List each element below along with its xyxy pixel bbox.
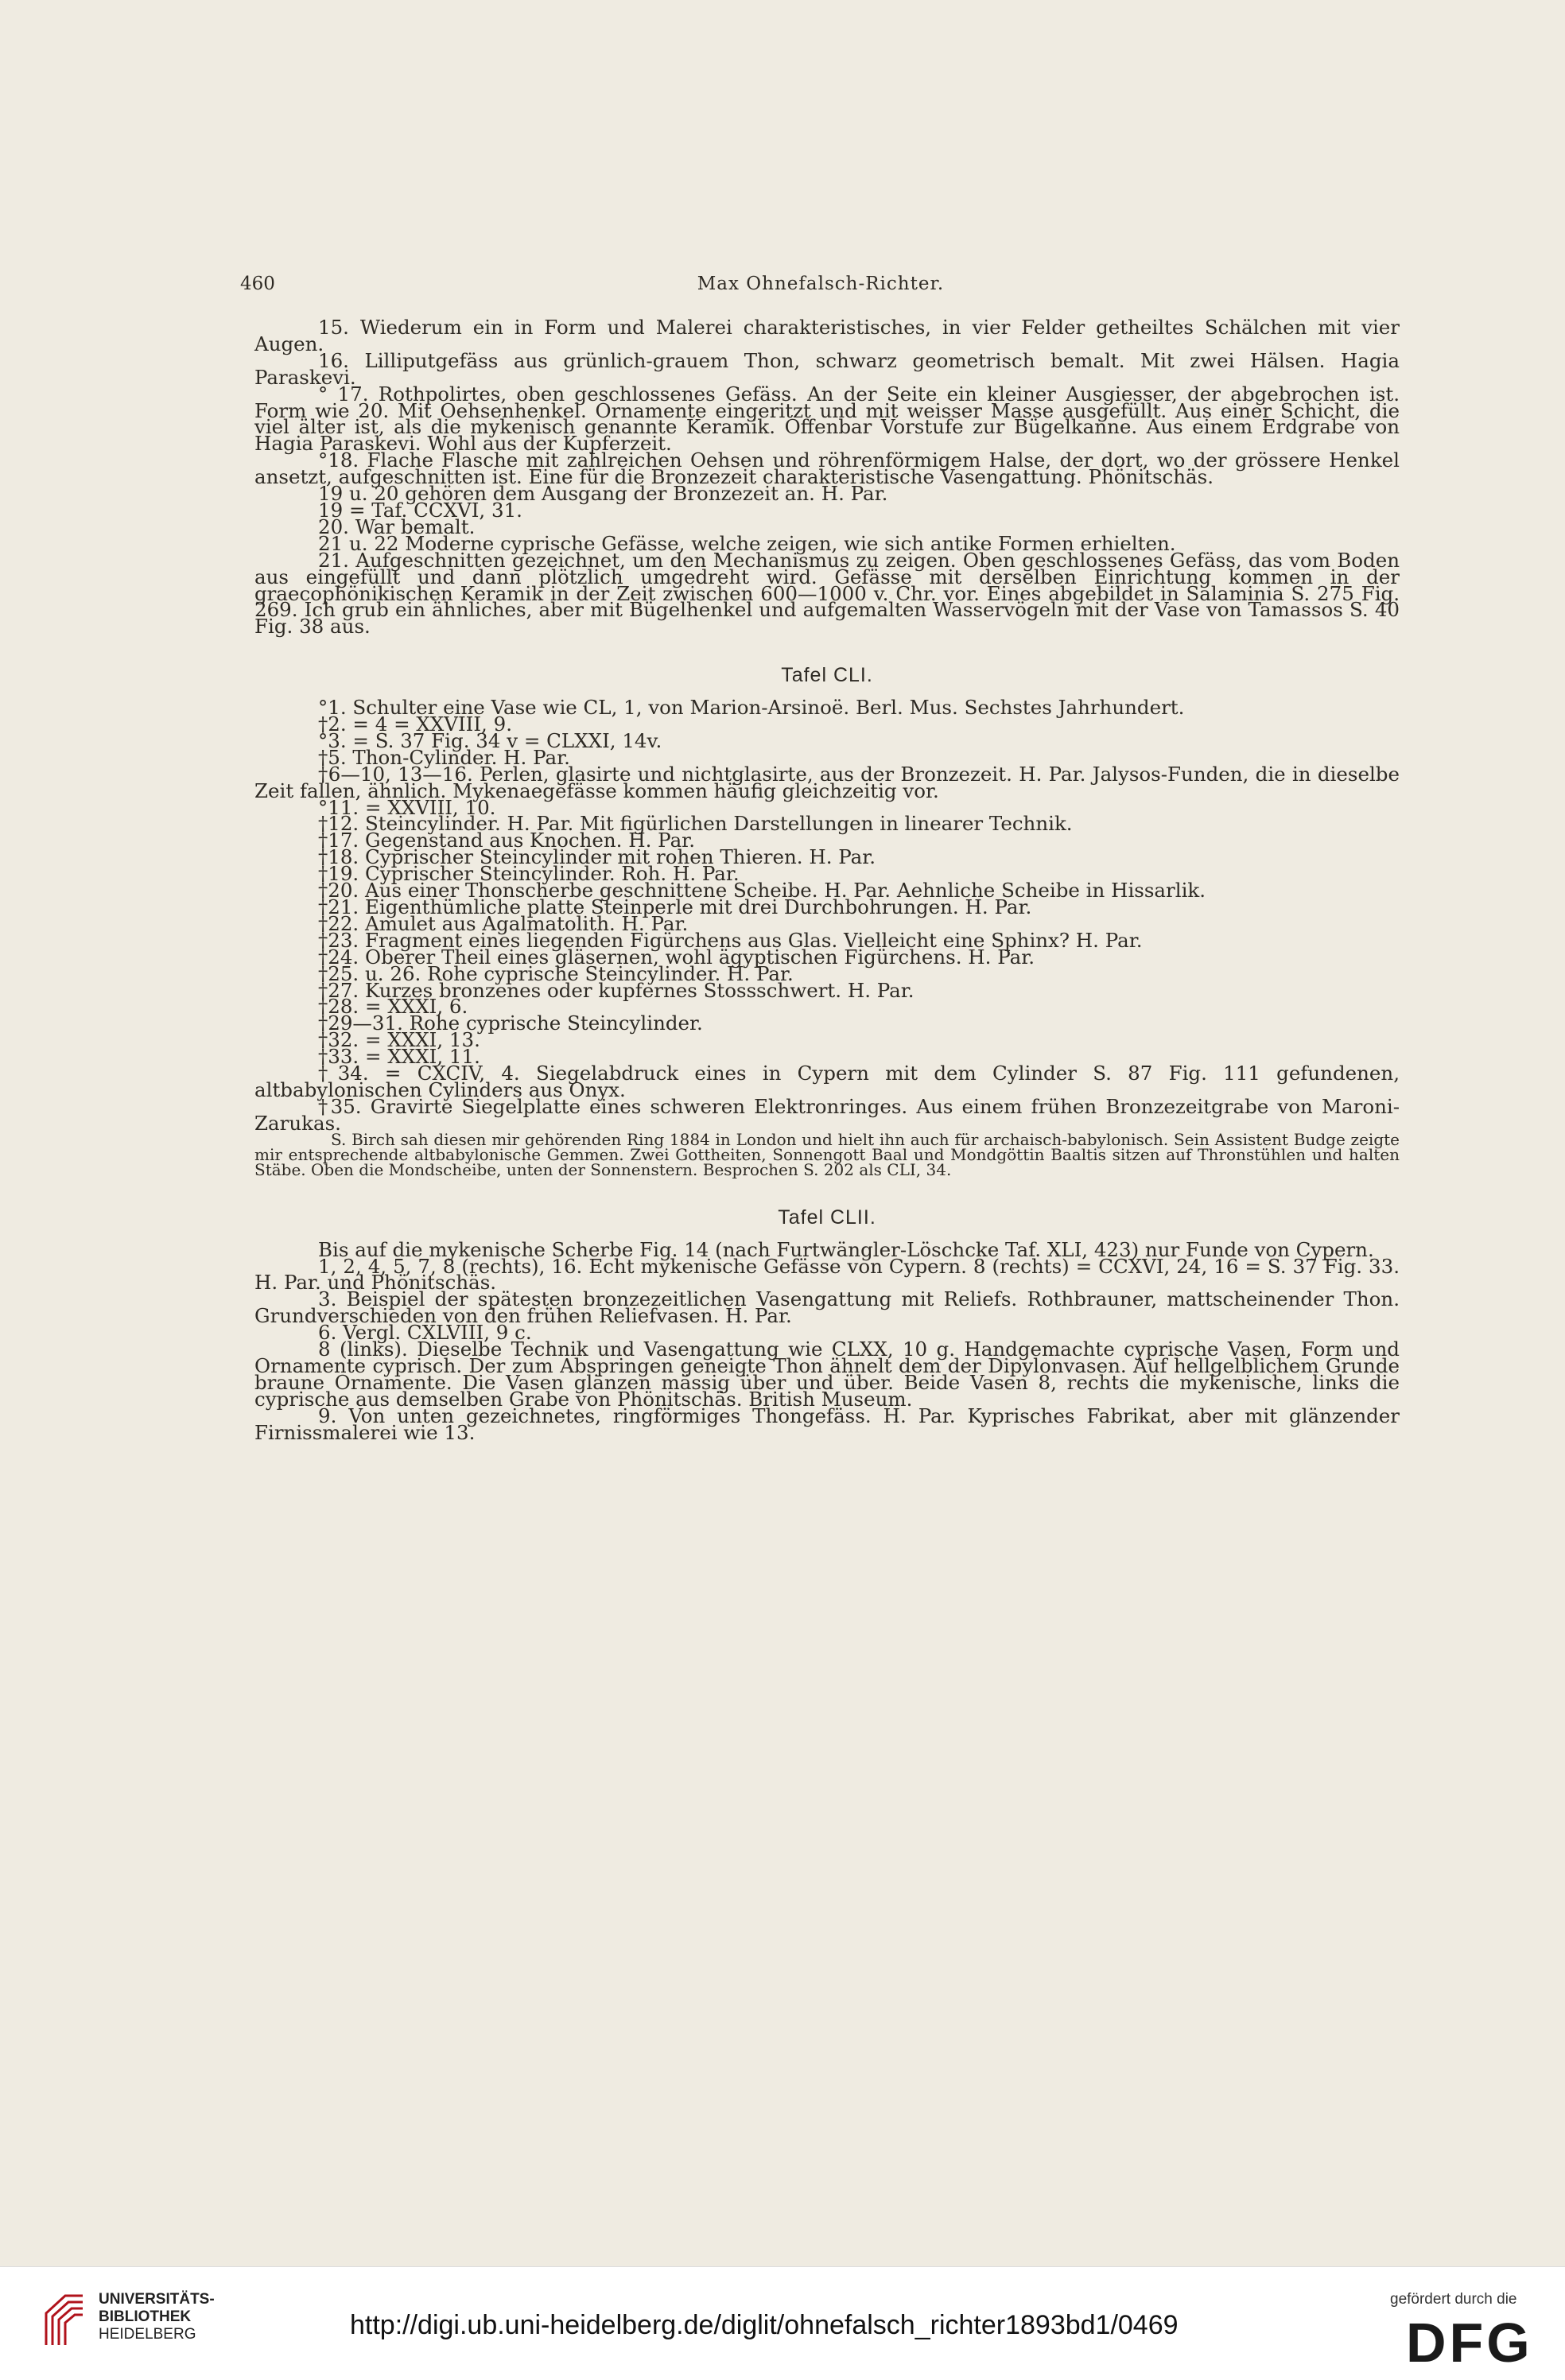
entry: †18. Cyprischer Steincylinder mit rohen Thieren. H. Par. [318,845,876,869]
entry: †29—31. Rohe cyprische Steincylinder. [318,1011,703,1035]
entry: Bis auf die mykenische Scherbe Fig. 14 (nach Furtwängler-Löschcke Taf. XLI, 423) nur Funde von Cypern. [318,1237,1374,1261]
entry: †35. Gravirte Siegelplatte eines schweren Elektronringes. Aus einem frühen Bronzezeitgrabe von Maroni-Zarukas. [254,1094,1400,1135]
university-library-logo-icon [41,2289,87,2353]
entry: °1. Schulter eine Vase wie CL, 1, von Marion-Arsinoë. Berl. Mus. Sechstes Jahrhundert. [318,696,1185,720]
entry: °18. Flache Flasche mit zahlreichen Oehsen und röhrenförmigem Halse, der dort, wo der grössere Henkel ansetzt, aufgeschnitten ist. Eine für die Bronzezeit charakteristische Vasengattung. Phönitschäs. [254,448,1400,489]
library-name: UNIVERSITÄTS- BIBLIOTHEK HEIDELBERG [99,2291,215,2343]
entry: 3. Beispiel der spätesten bronzezeitlichen Vasengattung mit Reliefs. Rothbrauner, mattscheinender Thon. Grundverschieden von den frühen Reliefvasen. H. Par. [254,1287,1400,1328]
tafel-cli-entries [254,696,1400,1179]
tafel-clii-entries [254,1237,1400,1444]
entry: †27. Kurzes bronzenes oder kupfernes Stossschwert. H. Par. [318,978,915,1002]
permalink-url[interactable]: http://digi.ub.uni-heidelberg.de/diglit/ohnefalsch_richter1893bd1/0469 [350,2310,1179,2340]
section-heading: Tafel CLI. [781,664,873,687]
entry: †32. = XXXI, 13. [318,1028,480,1052]
top-entries [254,316,1400,639]
entry: °3. = S. 37 Fig. 34 v = CLXXI, 14v. [318,728,662,752]
digitization-footer [0,2266,1565,2380]
entry: 9. Von unten gezeichnetes, ringförmiges Thongefäss. H. Par. Kyprisches Fabrikat, aber mit glänzender Firnissmalerei wie 13. [254,1404,1400,1444]
page-number: 460 [240,274,275,294]
footnote: S. Birch sah diesen mir gehörenden Ring 1884 in London und hielt ihn auch für archaisch-babylonisch. Sein Assistent Budge zeigte mir entsprechende altbabylonische Gemmen. Zwei Gottheiten, Sonnengott Baal und Mondgöttin Baaltis sitzen auf Thronstühlen und halten Stäbe. Oben die Mondscheibe, unten der Sonnenstern. Besprochen S. 202 als CLI, 34. [254,1129,1400,1179]
entry: †17. Gegenstand aus Knochen. H. Par. [318,829,695,852]
entry: 8 (links). Dieselbe Technik und Vasengattung wie CLXX, 10 g. Handgemachte cyprische Vasen, Form und Ornamente cyprisch. Der zum Abspringen geneigte Thon ähnelt dem der Dipylonvasen. Auf hellgelblichem Grunde braune Ornamente. Die Vasen glänzen mässig über und über. Beide Vasen 8, rechts die mykenische, links die cyprische aus demselben Grabe von Phönitschäs. British Museum. [254,1338,1400,1411]
entry: 1, 2, 4, 5, 7, 8 (rechts), 16. Echt mykenische Gefässe von Cypern. 8 (rechts) = CCXVI, 24, 16 = S. 37 Fig. 33. H. Par. und Phönitschäs. [254,1254,1400,1295]
entry: †25. u. 26. Rohe cyprische Steincylinder. H. Par. [318,961,794,985]
entry: 6. Vergl. CXLVIII, 9 c. [318,1321,532,1345]
entry: †20. Aus einer Thonscherbe geschnittene Scheibe. H. Par. Aehnliche Scheibe in Hissarlik. [318,879,1206,903]
entry: 20. War bemalt. [318,514,476,538]
entry: 16. Lilliputgefäss aus grünlich-grauem Thon, schwarz geometrisch bemalt. Mit zwei Hälsen. Hagia Paraskevi. [254,348,1400,389]
entry: †19. Cyprischer Steincylinder. Roh. H. Par. [318,862,740,886]
section-heading: Tafel CLII. [778,1206,876,1229]
entry: 19 u. 20 gehören dem Ausgang der Bronzezeit an. H. Par. [318,482,888,506]
entry: †34. = CXCIV, 4. Siegelabdruck eines in Cypern mit dem Cylinder S. 87 Fig. 111 gefundenen, altbabylonischen Cylinders aus Onyx. [254,1062,1400,1101]
entry: †6—10, 13—16. Perlen, glasirte und nichtglasirte, aus der Bronzezeit. H. Par. Jalysos-Funden, die in dieselbe Zeit fallen, ähnlich. Mykenaegefässe kommen häufig gleichzeitig vor. [254,762,1400,802]
entry: 21 u. 22 Moderne cyprische Gefässe, welche zeigen, wie sich antike Formen erhielten. [318,531,1176,555]
entry: †12. Steincylinder. H. Par. Mit figürlichen Darstellungen in linearer Technik. [318,812,1073,836]
funding-caption: gefördert durch die [1390,2291,1517,2308]
entry: †28. = XXXI, 6. [318,995,468,1019]
entry: 15. Wiederum ein in Form und Malerei charakteristisches, in vier Felder getheiltes Schälchen mit vier Augen. [254,316,1400,355]
entry: °11. = XXVIII, 10. [318,795,496,819]
entry: †33. = XXXI, 11. [318,1045,480,1069]
running-header [240,274,1401,305]
entry: †22. Amulet aus Agalmatolith. H. Par. [318,911,689,935]
entry: †23. Fragment eines liegenden Figürchens aus Glas. Vielleicht eine Sphinx? H. Par. [318,928,1143,952]
dfg-logo: DFG [1406,2312,1533,2374]
entry: 21. Aufgeschnitten gezeichnet, um den Mechanismus zu zeigen. Oben geschlossenes Gefäss, das vom Boden aus eingefüllt und dann plötzlich umgedreht wird. Gefässe mit derselben Einrichtung kommen in der graecophönikischen Keramik in der Zeit zwischen 600—1000 v. Chr. vor. Eines abgebildet in Salaminia S. 275 Fig. 269. Ich grub ein ähnliches, aber mit Bügelhenkel und aufgemalten Wasservögeln mit der Vase von Tamassos S. 40 Fig. 38 aus. [254,548,1400,639]
entry: 19 = Taf. CCXVI, 31. [318,498,522,522]
entry: †2. = 4 = XXVIII, 9. [318,712,512,736]
entry: †21. Eigenthümliche platte Steinperle mit drei Durchbohrungen. H. Par. [318,895,1032,918]
entry: †5. Thon-Cylinder. H. Par. [318,745,570,769]
running-title: Max Ohnefalsch-Richter. [697,274,945,294]
entry: †24. Oberer Theil eines gläsernen, wohl ägyptischen Figürchens. H. Par. [318,945,1035,969]
page-body [254,316,1400,1444]
entry: ° 17. Rothpolirtes, oben geschlossenes Gefäss. An der Seite ein kleiner Ausgiesser, der abgebrochen ist. Form wie 20. Mit Oehsenhenkel. Ornamente eingeritzt und mit weisser Masse ausgefüllt. Aus einer Schicht, die viel älter ist, als die mykenisch genannte Keramik. Offenbar Vorstufe zur Bügelkanne. Aus einem Erdgrabe von Hagia Paraskevi. Wohl aus der Kupferzeit. [254,382,1400,456]
